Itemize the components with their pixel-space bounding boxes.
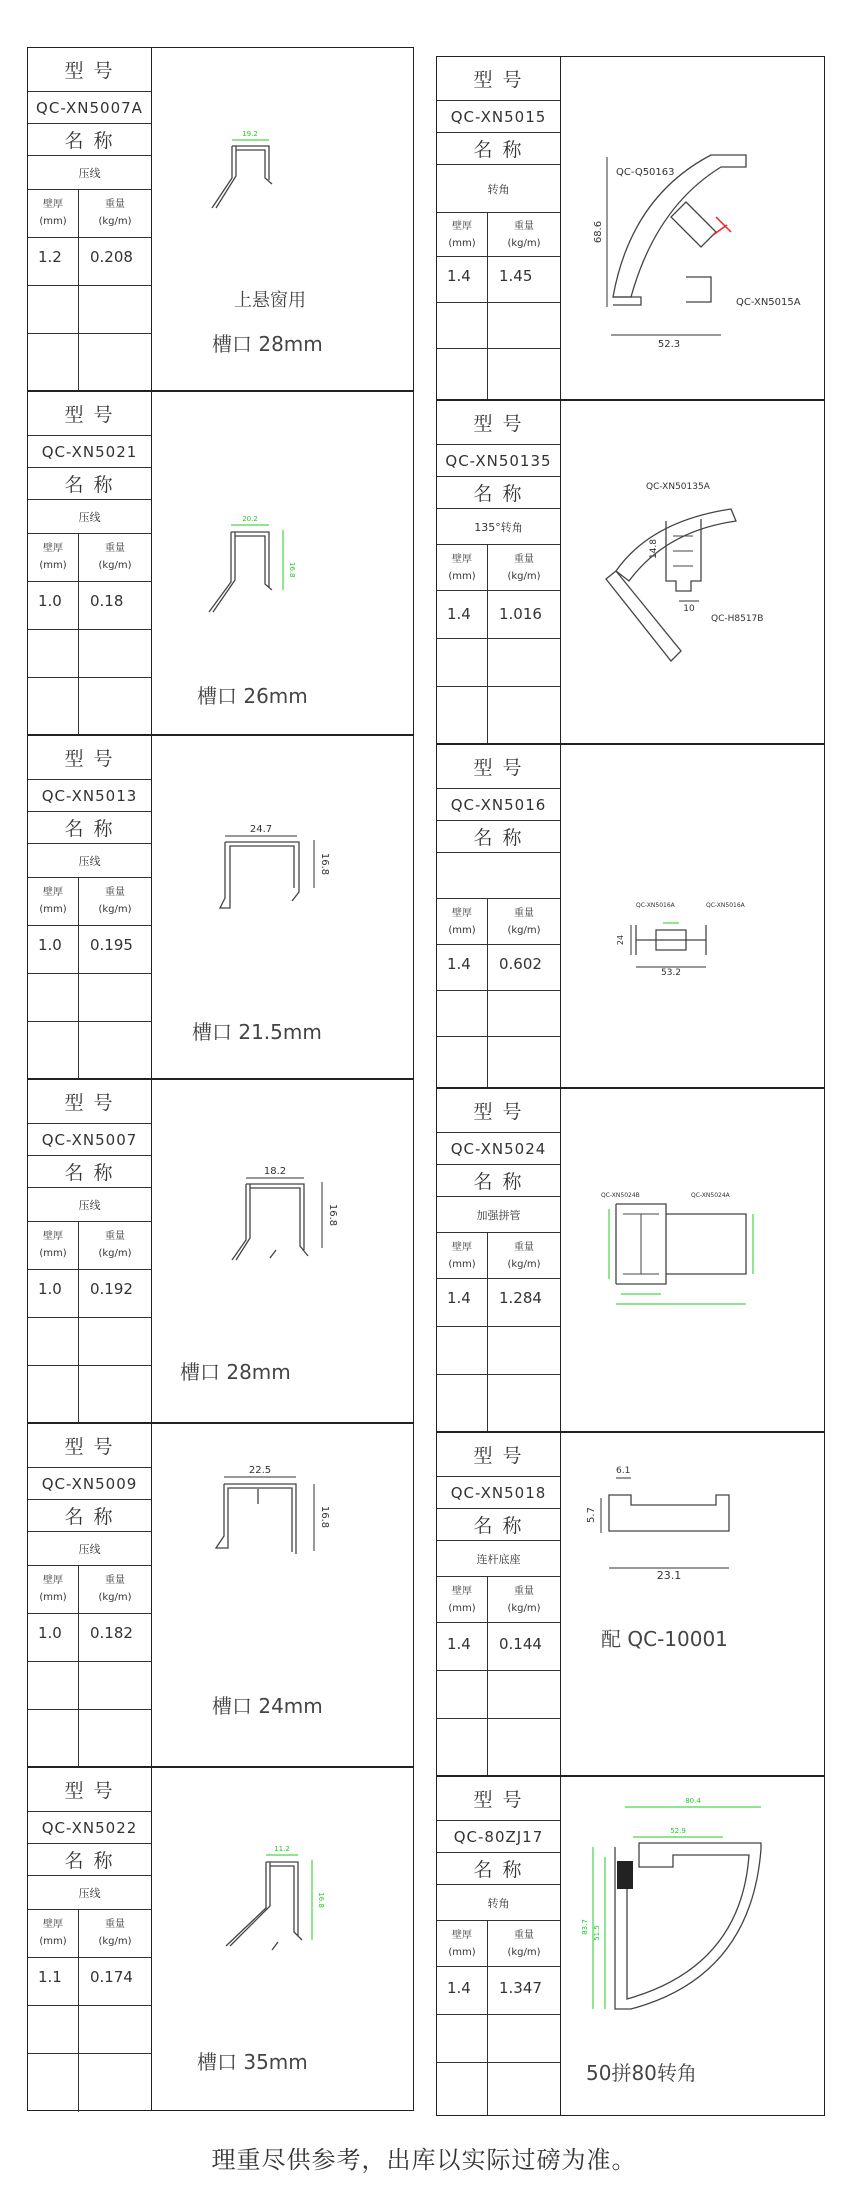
thickness-value: 1.4 [447, 1635, 471, 1653]
info-panel [28, 392, 152, 734]
spec-values [28, 1270, 151, 1318]
weight-value: 0.174 [90, 1968, 133, 1986]
wall-text: 壁厚 [452, 1930, 472, 1941]
profile-card-xn5021 [27, 391, 414, 735]
spec-values [28, 1614, 151, 1662]
weight-text: 重量 [514, 554, 534, 565]
product-name: 压线 [28, 1532, 151, 1566]
weight-text: 重量 [105, 1919, 125, 1930]
profile-card-xn5015 [436, 56, 825, 400]
weight-label [78, 540, 152, 574]
profile-card-xn5013 [27, 735, 414, 1079]
spec-header [28, 878, 151, 926]
wall-unit: (mm) [448, 925, 476, 936]
divider [78, 1222, 79, 1424]
product-name: 压线 [28, 500, 151, 534]
weight-unit: (kg/m) [507, 1947, 541, 1958]
part-label: QC-XN5024A [691, 1192, 730, 1199]
info-panel [28, 1424, 152, 1766]
thickness-value: 1.0 [38, 592, 62, 610]
weight-text: 重量 [514, 221, 534, 232]
divider [487, 1233, 488, 1431]
profile-card-xn5022 [27, 1767, 414, 2111]
weight-unit: (kg/m) [98, 1936, 132, 1947]
weight-label [487, 1927, 561, 1961]
divider [78, 1566, 79, 1768]
blank-row [437, 1327, 560, 1375]
divider [78, 878, 79, 1080]
usage-note: 上悬窗用 [234, 290, 306, 311]
wall-label [437, 1927, 487, 1961]
weight-unit: (kg/m) [507, 1259, 541, 1270]
product-name: 压线 [28, 1188, 151, 1222]
weight-unit: (kg/m) [98, 560, 132, 571]
thickness-value: 1.2 [38, 248, 62, 266]
info-panel [437, 745, 561, 1087]
model-label: 型 号 [28, 736, 151, 780]
weight-text: 重量 [105, 199, 125, 210]
model-label: 型 号 [437, 57, 560, 101]
weight-value: 0.208 [90, 248, 133, 266]
model-code: QC-XN5009 [28, 1468, 151, 1500]
wall-label [437, 905, 487, 939]
wall-label [437, 1583, 487, 1617]
spec-header [437, 899, 560, 945]
wall-unit: (mm) [448, 571, 476, 582]
weight-value: 0.192 [90, 1280, 133, 1298]
model-code: QC-XN5021 [28, 436, 151, 468]
info-panel [437, 401, 561, 743]
blank-row [28, 286, 151, 334]
dimension-label: 5.7 [586, 1507, 597, 1523]
blank-row [28, 1662, 151, 1710]
wall-text: 壁厚 [43, 1575, 63, 1586]
weight-label [78, 1572, 152, 1606]
weight-text: 重量 [514, 1930, 534, 1941]
weight-unit: (kg/m) [98, 904, 132, 915]
divider [487, 899, 488, 1087]
thickness-value: 1.1 [38, 1968, 62, 1986]
part-label: QC-H8517B [711, 614, 764, 624]
slot-note: 槽口 26mm [197, 684, 308, 708]
wall-unit: (mm) [39, 560, 67, 571]
info-panel [437, 1089, 561, 1431]
thickness-value: 1.4 [447, 1979, 471, 1997]
spec-values [28, 238, 151, 286]
profile-drawing [561, 1089, 824, 1431]
divider [487, 1577, 488, 1775]
wall-unit: (mm) [39, 1248, 67, 1259]
part-label: QC-XN5016A [636, 902, 675, 909]
model-code: QC-XN5022 [28, 1812, 151, 1844]
spec-header [28, 534, 151, 582]
spec-header [28, 1910, 151, 1958]
profile-drawing [561, 1433, 824, 1775]
match-note: 配 QC-10001 [601, 1627, 728, 1651]
model-code: QC-XN5013 [28, 780, 151, 812]
model-label: 型 号 [437, 1777, 560, 1821]
part-label: QC-XN50135A [646, 482, 710, 492]
spec-header [437, 1233, 560, 1279]
dimension-label: 16.8 [288, 562, 296, 578]
part-label: QC-XN5015A [736, 297, 801, 308]
model-label: 型 号 [437, 401, 560, 445]
profile-drawing [561, 1777, 824, 2115]
model-code: QC-XN5016 [437, 789, 560, 821]
weight-text: 重量 [105, 543, 125, 554]
spec-values [28, 926, 151, 974]
info-panel [28, 1080, 152, 1422]
thickness-value: 1.4 [447, 1289, 471, 1307]
thickness-value: 1.4 [447, 267, 471, 285]
weight-text: 重量 [105, 1575, 125, 1586]
blank-row [28, 630, 151, 678]
name-label: 名 称 [28, 1156, 151, 1188]
model-code: QC-XN5015 [437, 101, 560, 133]
spec-header [437, 545, 560, 591]
profile-drawing [561, 401, 824, 743]
weight-value: 1.016 [499, 605, 542, 623]
info-panel [28, 48, 152, 390]
weight-text: 重量 [514, 1242, 534, 1253]
weight-text: 重量 [514, 908, 534, 919]
model-code: QC-XN5007 [28, 1124, 151, 1156]
product-name: 转角 [437, 1885, 560, 1921]
spec-values [28, 582, 151, 630]
dimension-label: 20.2 [242, 515, 258, 523]
weight-value: 1.284 [499, 1289, 542, 1307]
weight-unit: (kg/m) [507, 1603, 541, 1614]
model-label: 型 号 [28, 48, 151, 92]
blank-row [437, 1671, 560, 1719]
wall-text: 壁厚 [452, 1242, 472, 1253]
model-code: QC-XN5024 [437, 1133, 560, 1165]
info-panel [437, 57, 561, 399]
weight-value: 0.144 [499, 1635, 542, 1653]
wall-text: 壁厚 [452, 908, 472, 919]
profile-card-xn5009 [27, 1423, 414, 1767]
name-label: 名 称 [437, 821, 560, 853]
divider [78, 190, 79, 392]
wall-unit: (mm) [39, 216, 67, 227]
profile-drawing [152, 1768, 413, 2110]
wall-unit: (mm) [39, 904, 67, 915]
blank-row [28, 1318, 151, 1366]
weight-value: 1.347 [499, 1979, 542, 1997]
weight-label [487, 218, 561, 252]
weight-unit: (kg/m) [98, 1248, 132, 1259]
weight-value: 1.45 [499, 267, 533, 285]
model-label: 型 号 [437, 1089, 560, 1133]
spec-values [437, 1967, 560, 2015]
name-label: 名 称 [437, 1853, 560, 1885]
profile-card-xn5018 [436, 1432, 825, 1776]
product-name: 压线 [28, 1876, 151, 1910]
weight-label [487, 551, 561, 585]
weight-value: 0.195 [90, 936, 133, 954]
dimension-label: 24.7 [249, 824, 273, 835]
wall-text: 壁厚 [452, 554, 472, 565]
blank-row [28, 974, 151, 1022]
wall-text: 壁厚 [43, 543, 63, 554]
weight-label [78, 1228, 152, 1262]
profile-card-xn5016 [436, 744, 825, 1088]
wall-text: 壁厚 [43, 1231, 63, 1242]
weight-unit: (kg/m) [98, 216, 132, 227]
wall-label [437, 218, 487, 252]
weight-text: 重量 [105, 1231, 125, 1242]
dimension-label: 53.2 [660, 968, 682, 978]
weight-unit: (kg/m) [98, 1592, 132, 1603]
thickness-value: 1.0 [38, 1624, 62, 1642]
wall-text: 壁厚 [43, 887, 63, 898]
dimension-label: 6.1 [616, 1466, 631, 1476]
dimension-label: 51.5 [593, 1925, 601, 1941]
model-code: QC-XN5007A [28, 92, 151, 124]
weight-value: 0.602 [499, 955, 542, 973]
name-label: 名 称 [28, 124, 151, 156]
product-name: 135°转角 [437, 509, 560, 545]
weight-label [78, 196, 152, 230]
info-panel [28, 1768, 152, 2110]
dimension-label: 10 [683, 604, 695, 614]
model-label: 型 号 [28, 1080, 151, 1124]
dimension-label: 23.1 [656, 1569, 682, 1582]
spec-header [28, 1566, 151, 1614]
thickness-value: 1.0 [38, 1280, 62, 1298]
wall-label [28, 1916, 78, 1950]
model-label: 型 号 [28, 1768, 151, 1812]
footer-disclaimer: 理重尽供参考，出库以实际过磅为准。 [211, 2146, 637, 2174]
spec-header [437, 213, 560, 257]
wall-unit: (mm) [39, 1936, 67, 1947]
blank-row [28, 2006, 151, 2054]
spec-header [28, 190, 151, 238]
model-label: 型 号 [437, 745, 560, 789]
dimension-label: 22.5 [248, 1465, 272, 1476]
divider [487, 213, 488, 399]
dimension-label: 16.8 [317, 1892, 325, 1908]
wall-label [28, 540, 78, 574]
product-name: 压线 [28, 844, 151, 878]
model-label: 型 号 [437, 1433, 560, 1477]
wall-label [28, 884, 78, 918]
name-label: 名 称 [437, 477, 560, 509]
blank-row [437, 639, 560, 687]
name-label: 名 称 [437, 1165, 560, 1197]
name-label: 名 称 [437, 1509, 560, 1541]
dimension-label: 24 [616, 934, 625, 946]
wall-unit: (mm) [448, 238, 476, 249]
model-label: 型 号 [28, 392, 151, 436]
profile-drawing [152, 1424, 413, 1766]
product-name: 转角 [437, 165, 560, 213]
dimension-label: 18.2 [263, 1166, 287, 1177]
part-label: QC-Q50163 [616, 167, 675, 178]
product-name: 连杆底座 [437, 1541, 560, 1577]
slot-note: 槽口 28mm [180, 1360, 291, 1384]
profile-card-xn50135 [436, 400, 825, 744]
slot-note: 槽口 35mm [197, 2050, 308, 2074]
wall-unit: (mm) [448, 1259, 476, 1270]
product-name [437, 853, 560, 899]
product-name: 压线 [28, 156, 151, 190]
wall-label [28, 1572, 78, 1606]
product-name: 加强拼管 [437, 1197, 560, 1233]
weight-label [78, 884, 152, 918]
dimension-label: 16.8 [319, 1505, 330, 1529]
weight-unit: (kg/m) [507, 925, 541, 936]
spec-values [437, 591, 560, 639]
profile-card-80zj17 [436, 1776, 825, 2116]
name-label: 名 称 [28, 1500, 151, 1532]
profile-drawing [152, 1080, 413, 1422]
spec-header [437, 1577, 560, 1623]
weight-label [487, 905, 561, 939]
slot-note: 槽口 21.5mm [192, 1020, 322, 1044]
wall-unit: (mm) [448, 1603, 476, 1614]
spec-values [437, 257, 560, 303]
part-label: QC-XN5024B [601, 1192, 640, 1199]
profile-card-xn5007 [27, 1079, 414, 1423]
spec-values [28, 1958, 151, 2006]
model-code: QC-XN50135 [437, 445, 560, 477]
dimension-label: 11.2 [274, 1845, 290, 1853]
divider [487, 1921, 488, 2115]
profile-card-xn5007a [27, 47, 414, 391]
weight-label [78, 1916, 152, 1950]
corner-note: 50拼80转角 [586, 2061, 697, 2085]
spec-header [437, 1921, 560, 1967]
name-label: 名 称 [28, 468, 151, 500]
model-code: QC-80ZJ17 [437, 1821, 560, 1853]
dimension-label: 68.6 [593, 220, 604, 244]
weight-label [487, 1239, 561, 1273]
weight-value: 0.182 [90, 1624, 133, 1642]
dimension-label: 19.2 [242, 130, 258, 138]
part-label: QC-XN5016A [706, 902, 745, 909]
slot-note: 槽口 28mm [212, 332, 323, 356]
model-label: 型 号 [28, 1424, 151, 1468]
thickness-value: 1.0 [38, 936, 62, 954]
profile-drawing [152, 392, 413, 734]
spec-header [28, 1222, 151, 1270]
spec-values [437, 1623, 560, 1671]
weight-value: 0.18 [90, 592, 124, 610]
info-panel [28, 736, 152, 1078]
wall-text: 壁厚 [452, 221, 472, 232]
info-panel [437, 1433, 561, 1775]
model-code: QC-XN5018 [437, 1477, 560, 1509]
profile-drawing [152, 736, 413, 1078]
profile-drawing [152, 48, 413, 390]
divider [78, 1910, 79, 2112]
wall-unit: (mm) [39, 1592, 67, 1603]
dimension-label: 16.8 [319, 852, 330, 876]
slot-note: 槽口 24mm [212, 1694, 323, 1718]
weight-label [487, 1583, 561, 1617]
wall-unit: (mm) [448, 1947, 476, 1958]
name-label: 名 称 [28, 812, 151, 844]
dimension-label: 80.4 [685, 1797, 701, 1805]
wall-label [28, 196, 78, 230]
weight-text: 重量 [514, 1586, 534, 1597]
dimension-label: 52.9 [670, 1827, 686, 1835]
info-panel [437, 1777, 561, 2115]
wall-text: 壁厚 [43, 199, 63, 210]
name-label: 名 称 [437, 133, 560, 165]
weight-unit: (kg/m) [507, 238, 541, 249]
weight-unit: (kg/m) [507, 571, 541, 582]
thickness-value: 1.4 [447, 955, 471, 973]
dimension-label: 52.3 [657, 339, 681, 350]
divider [487, 545, 488, 743]
divider [78, 534, 79, 736]
wall-text: 壁厚 [452, 1586, 472, 1597]
dimension-label: 14.8 [649, 538, 659, 560]
weight-text: 重量 [105, 887, 125, 898]
dimension-label: 83.7 [581, 1919, 589, 1935]
blank-row [437, 303, 560, 349]
profile-card-xn5024 [436, 1088, 825, 1432]
wall-text: 壁厚 [43, 1919, 63, 1930]
dimension-label: 16.8 [327, 1203, 338, 1227]
profile-drawing [561, 745, 824, 1087]
blank-row [437, 2015, 560, 2063]
spec-values [437, 1279, 560, 1327]
wall-label [437, 1239, 487, 1273]
name-label: 名 称 [28, 1844, 151, 1876]
profile-drawing [561, 57, 824, 399]
blank-row [437, 991, 560, 1037]
thickness-value: 1.4 [447, 605, 471, 623]
wall-label [437, 551, 487, 585]
spec-values [437, 945, 560, 991]
wall-label [28, 1228, 78, 1262]
